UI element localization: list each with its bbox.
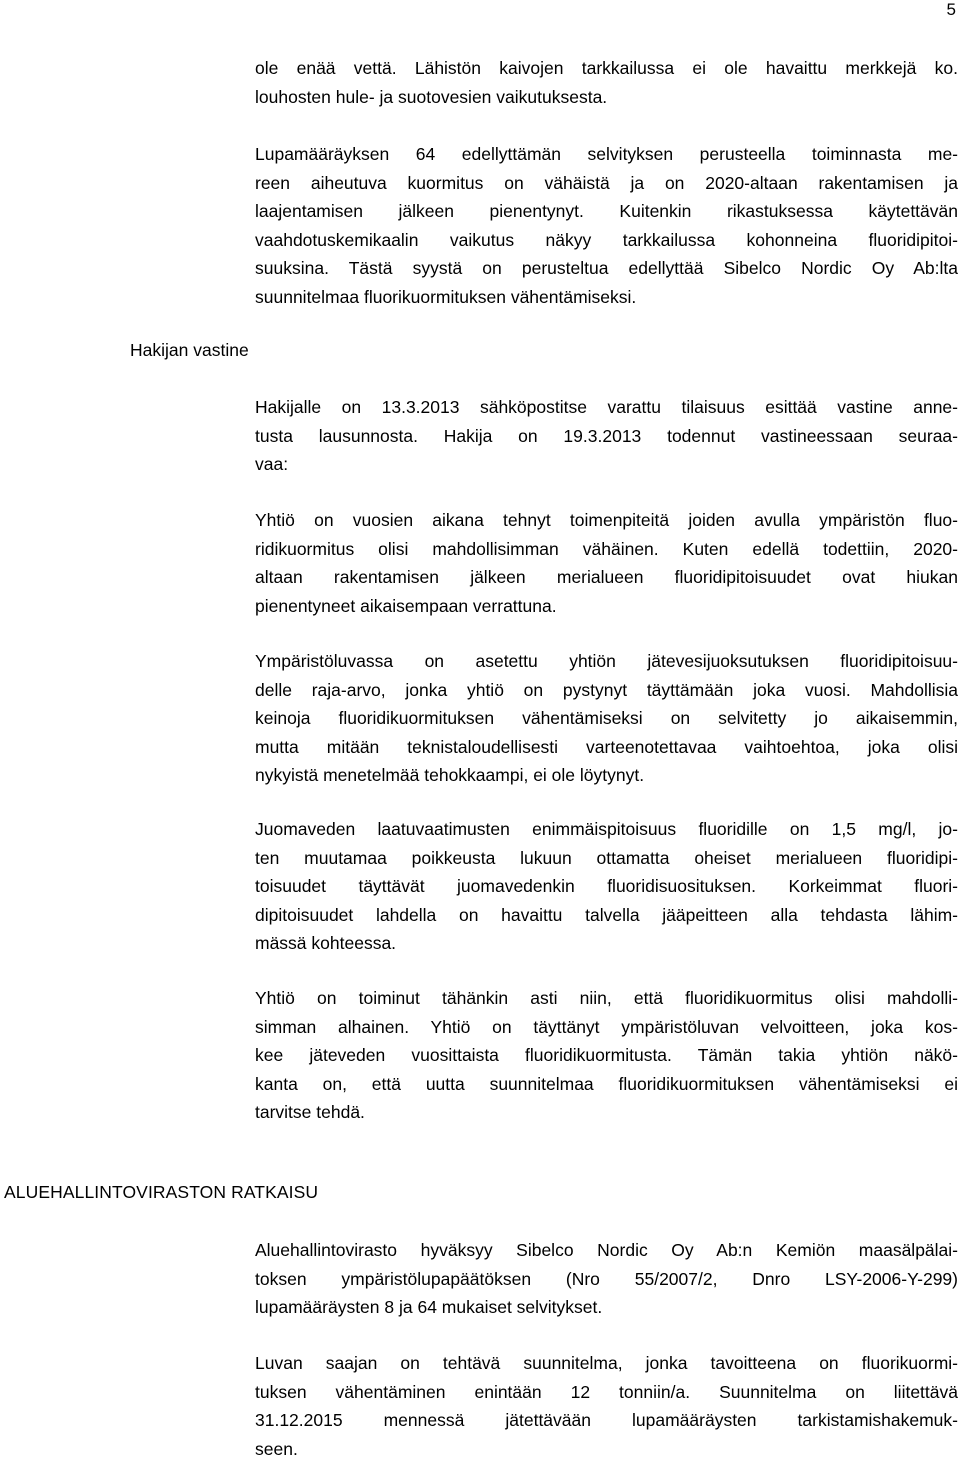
text-line: Yhtiö on toiminut tähänkin asti niin, että fluoridikuormitus olisi mahdolli-	[255, 984, 958, 1013]
paragraph-limit-value	[255, 647, 958, 790]
page-number: 5	[947, 0, 956, 20]
text-line: Luvan saajan on tehtävä suunnitelma, jonka tavoitteena on fluorikuormi-	[255, 1349, 958, 1378]
text-line: mutta mitään teknistaloudellisesti varteenotettavaa vaihtoehtoa, joka olisi	[255, 733, 958, 762]
text-line: ten muutamaa poikkeusta lukuun ottamatta oheiset merialueen fluoridipi-	[255, 844, 958, 873]
paragraph-company-position	[255, 984, 958, 1127]
text-line: suunnitelmaa fluorikuormituksen vähentämiseksi.	[255, 283, 958, 312]
paragraph-decision-plan-requirement	[255, 1349, 958, 1463]
text-line: kee jäteveden vuosittaista fluoridikuormitusta. Tämän takia yhtiön näkö-	[255, 1041, 958, 1070]
text-line: Ympäristöluvassa on asetettu yhtiön jätevesijuoksutuksen fluoridipitoisuu-	[255, 647, 958, 676]
text-line: ole enää vettä. Lähistön kaivojen tarkkailussa ei ole havaittu merkkejä ko.	[255, 54, 958, 83]
text-line: Yhtiö on vuosien aikana tehnyt toimenpiteitä joiden avulla ympäristön fluo-	[255, 506, 958, 535]
paragraph-response-opportunity	[255, 393, 958, 479]
text-line: Aluehallintovirasto hyväksyy Sibelco Nordic Oy Ab:n Kemiön maasälpälai-	[255, 1236, 958, 1265]
paragraph-permit-64-assessment	[255, 140, 958, 311]
decision-section-heading: ALUEHALLINTOVIRASTON RATKAISU	[4, 1182, 318, 1203]
text-line: reen aiheutuva kuormitus on vähäistä ja on 2020-altaan rakentamisen ja	[255, 169, 958, 198]
text-line: laajentamisen jälkeen pienentynyt. Kuitenkin rikastuksessa käytettävän	[255, 197, 958, 226]
text-line: suuksina. Tästä syystä on perusteltua edellyttää Sibelco Nordic Oy Ab:lta	[255, 254, 958, 283]
text-line: tusta lausunnosta. Hakija on 19.3.2013 todennut vastineessaan seuraa-	[255, 422, 958, 451]
text-line: Lupamääräyksen 64 edellyttämän selvityksen perusteella toiminnasta me-	[255, 140, 958, 169]
text-line: tuksen vähentäminen enintään 12 tonniin/a. Suunnitelma on liitettävä	[255, 1378, 958, 1407]
text-line: Juomaveden laatuvaatimusten enimmäispitoisuus fluoridille on 1,5 mg/l, jo-	[255, 815, 958, 844]
text-line: tarvitse tehdä.	[255, 1098, 958, 1127]
text-line: altaan rakentamisen jälkeen merialueen fluoridipitoisuudet ovat hiukan	[255, 563, 958, 592]
text-line: dipitoisuudet lahdella on havaittu talvella jääpeitteen alla tehdasta lähim-	[255, 901, 958, 930]
paragraph-well-monitoring	[255, 54, 958, 111]
text-line: mässä kohteessa.	[255, 929, 958, 958]
text-line: 31.12.2015 mennessä jätettävään lupamääräysten tarkistamishakemuk-	[255, 1406, 958, 1435]
text-line: pienentyneet aikaisempaan verrattuna.	[255, 592, 958, 621]
text-line: Hakijalle on 13.3.2013 sähköpostitse varattu tilaisuus esittää vastine anne-	[255, 393, 958, 422]
text-line: toksen ympäristölupapäätöksen (Nro 55/2007/2, Dnro LSY-2006-Y-299)	[255, 1265, 958, 1294]
paragraph-decision-approval	[255, 1236, 958, 1322]
text-line: keinoja fluoridikuormituksen vähentämiseksi on selvitetty jo aikaisemmin,	[255, 704, 958, 733]
paragraph-drinking-water	[255, 815, 958, 958]
text-line: louhosten hule- ja suotovesien vaikutuksesta.	[255, 83, 958, 112]
text-line: kanta on, että uutta suunnitelmaa fluoridikuormituksen vähentämiseksi ei	[255, 1070, 958, 1099]
text-line: lupamääräysten 8 ja 64 mukaiset selvitykset.	[255, 1293, 958, 1322]
paragraph-company-measures	[255, 506, 958, 620]
sidebar-label-applicant-response: Hakijan vastine	[130, 340, 249, 361]
text-line: vaa:	[255, 450, 958, 479]
text-line: nykyistä menetelmää tehokkaampi, ei ole löytynyt.	[255, 761, 958, 790]
text-line: delle raja-arvo, jonka yhtiö on pystynyt täyttämään joka vuosi. Mahdollisia	[255, 676, 958, 705]
text-line: simman alhainen. Yhtiö on täyttänyt ympäristöluvan velvoitteen, joka kos-	[255, 1013, 958, 1042]
text-line: toisuudet täyttävät juomavedenkin fluoridisuosituksen. Korkeimmat fluori-	[255, 872, 958, 901]
text-line: vaahdotuskemikaalin vaikutus näkyy tarkkailussa kohonneina fluoridipitoi-	[255, 226, 958, 255]
text-line: seen.	[255, 1435, 958, 1463]
text-line: ridikuormitus olisi mahdollisimman vähäinen. Kuten edellä todettiin, 2020-	[255, 535, 958, 564]
